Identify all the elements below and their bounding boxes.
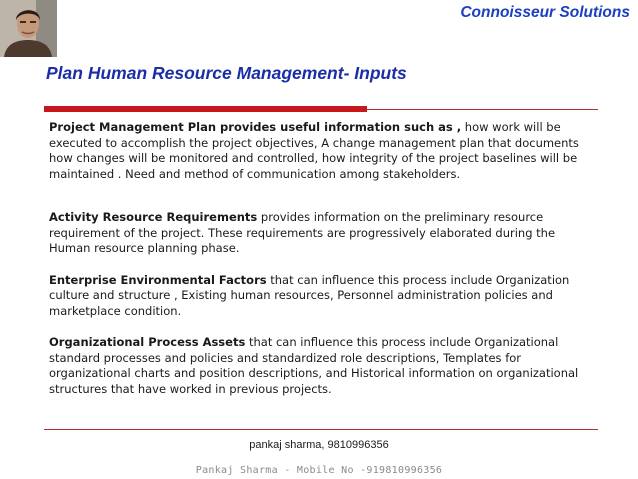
term-enterprise-environmental-factors: Enterprise Environmental Factors bbox=[49, 272, 267, 287]
term-organizational-process-assets: Organizational Process Assets bbox=[49, 335, 246, 349]
footer-contact: pankaj sharma, 9810996356 bbox=[249, 439, 389, 451]
desc-organizational-process-assets: that can influence this process include Organizational standard processes and policies and standardized role descriptions, Templates for organizational charts and position descriptions, and Historical information on organizational structures that have worked in previous projects. bbox=[49, 335, 579, 396]
paragraph-enterprise-environmental-factors bbox=[49, 273, 589, 320]
term-project-management-plan: Project Management Plan provides useful information such as , bbox=[49, 120, 462, 134]
presenter-portrait-image bbox=[0, 0, 57, 57]
title-accent-bar bbox=[44, 106, 367, 112]
presenter-photo bbox=[0, 0, 57, 57]
desc-project-management-plan: how work will be executed to accomplish the project objectives, A change management plan that documents how changes will be monitored and controlled, how integrity of the project baselines will be maintained . Need and method of communication among stakeholders. bbox=[49, 120, 579, 181]
footer-mobile: Pankaj Sharma - Mobile No -919810996356 bbox=[195, 465, 443, 476]
paragraph-project-management-plan bbox=[49, 120, 589, 182]
desc-activity-resource-requirements: provides information on the preliminary resource requirement of the project. These requirements are progressively elaborated during the Human resource planning phase. bbox=[49, 210, 556, 255]
paragraph-organizational-process-assets bbox=[49, 335, 589, 397]
term-activity-resource-requirements: Activity Resource Requirements bbox=[49, 210, 258, 224]
paragraph-activity-resource-requirements bbox=[49, 210, 589, 257]
slide-title: Plan Human Resource Management- Inputs bbox=[46, 63, 407, 83]
brand-name: Connoisseur Solutions bbox=[460, 4, 630, 21]
slide-body bbox=[49, 120, 589, 397]
desc-enterprise-environmental-factors: that can influence this process include Organization culture and structure , Existing human resources, Personnel administration policies and marketplace condition. bbox=[49, 272, 570, 318]
footer-divider bbox=[44, 429, 598, 430]
